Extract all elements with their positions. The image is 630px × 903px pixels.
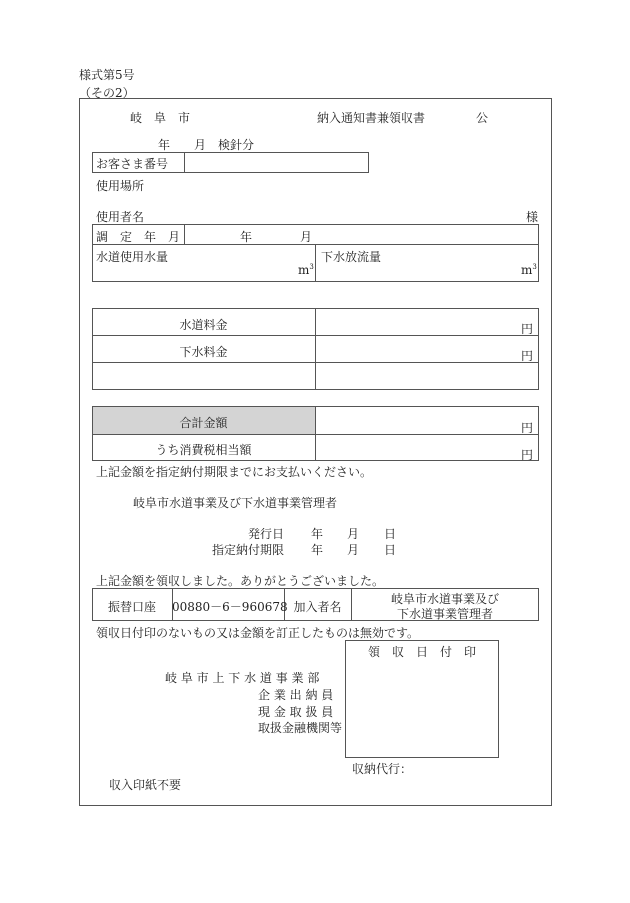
- subscriber-name-line1: 岐阜市水道事業及び: [390, 592, 499, 606]
- receipt-stamp-title: 領 収 日 付 印: [367, 645, 476, 659]
- survey-label: 調 定 年 月: [96, 230, 181, 244]
- deadline-month: 月: [347, 543, 360, 557]
- public-mark: 公: [476, 111, 489, 125]
- tax-amount-label: うち消費税相当額: [155, 443, 252, 457]
- survey-label-divider: [184, 224, 185, 244]
- cash-handler-title: 現 金 取 扱 員: [258, 705, 334, 719]
- usage-location-label: 使用場所: [96, 179, 145, 193]
- deadline-day: 日: [384, 543, 397, 557]
- total-amount-unit: 円: [521, 421, 534, 435]
- sewer-flow-label: 下水放流量: [321, 250, 382, 264]
- total-amount-label: 合計金額: [179, 416, 228, 430]
- sewer-charge-unit: 円: [521, 349, 534, 363]
- subscriber-name-line2: 下水道事業管理者: [396, 607, 493, 621]
- tax-amount-unit: 円: [521, 448, 534, 462]
- water-usage-label: 水道使用水量: [96, 250, 169, 264]
- customer-number-divider: [184, 152, 185, 173]
- honorific: 様: [526, 210, 539, 224]
- issue-year: 年: [311, 527, 324, 541]
- city-name: 岐 阜 市: [130, 111, 191, 125]
- customer-number-label: お客さま番号: [96, 157, 169, 171]
- revenue-stamp-note: 収入印紙不要: [109, 778, 182, 792]
- water-usage-unit: $m^3$: [298, 263, 314, 277]
- totals-column-divider: [315, 406, 316, 461]
- meter-read-period: 年 月 検針分: [158, 138, 255, 152]
- collection-agent-label: 収納代行：: [352, 762, 413, 776]
- deadline-year: 年: [311, 543, 324, 557]
- sewer-charge-label: 下水料金: [179, 345, 228, 359]
- charges-column-divider: [315, 308, 316, 390]
- department-name: 岐 阜 市 上 下 水 道 事 業 部: [165, 671, 320, 685]
- issue-month: 月: [347, 527, 360, 541]
- document-title: 納入通知書兼領収書: [317, 111, 426, 125]
- financial-institution-title: 取扱金融機関等: [258, 721, 343, 735]
- deadline-label: 指定納付期限: [212, 543, 285, 557]
- form-number: 様式第5号: [79, 68, 135, 82]
- issue-day: 日: [384, 527, 397, 541]
- cashier-title: 企 業 出 納 員: [258, 688, 334, 702]
- manager-name: 岐阜市水道事業及び下水道事業管理者: [133, 496, 338, 510]
- form-sub: （その2）: [79, 86, 135, 100]
- survey-date: 年 月: [240, 230, 313, 244]
- received-notice: 上記金額を領収しました。ありがとうございました。: [96, 574, 385, 588]
- transfer-account-label: 振替口座: [107, 600, 156, 614]
- user-name-label: 使用者名: [96, 210, 145, 224]
- water-charge-unit: 円: [521, 322, 534, 336]
- issue-date-label: 発行日: [248, 527, 285, 541]
- invalid-notice: 領収日付印のないもの又は金額を訂正したものは無効です。: [96, 626, 420, 640]
- transfer-account-number: 00880－6－960678: [172, 600, 288, 614]
- payment-notice: 上記金額を指定納付期限までにお支払いください。: [96, 465, 373, 479]
- sewer-flow-unit: $m^3$: [521, 263, 537, 277]
- subscriber-label: 加入者名: [293, 600, 342, 614]
- water-charge-label: 水道料金: [179, 318, 228, 332]
- usage-divider: [315, 244, 316, 282]
